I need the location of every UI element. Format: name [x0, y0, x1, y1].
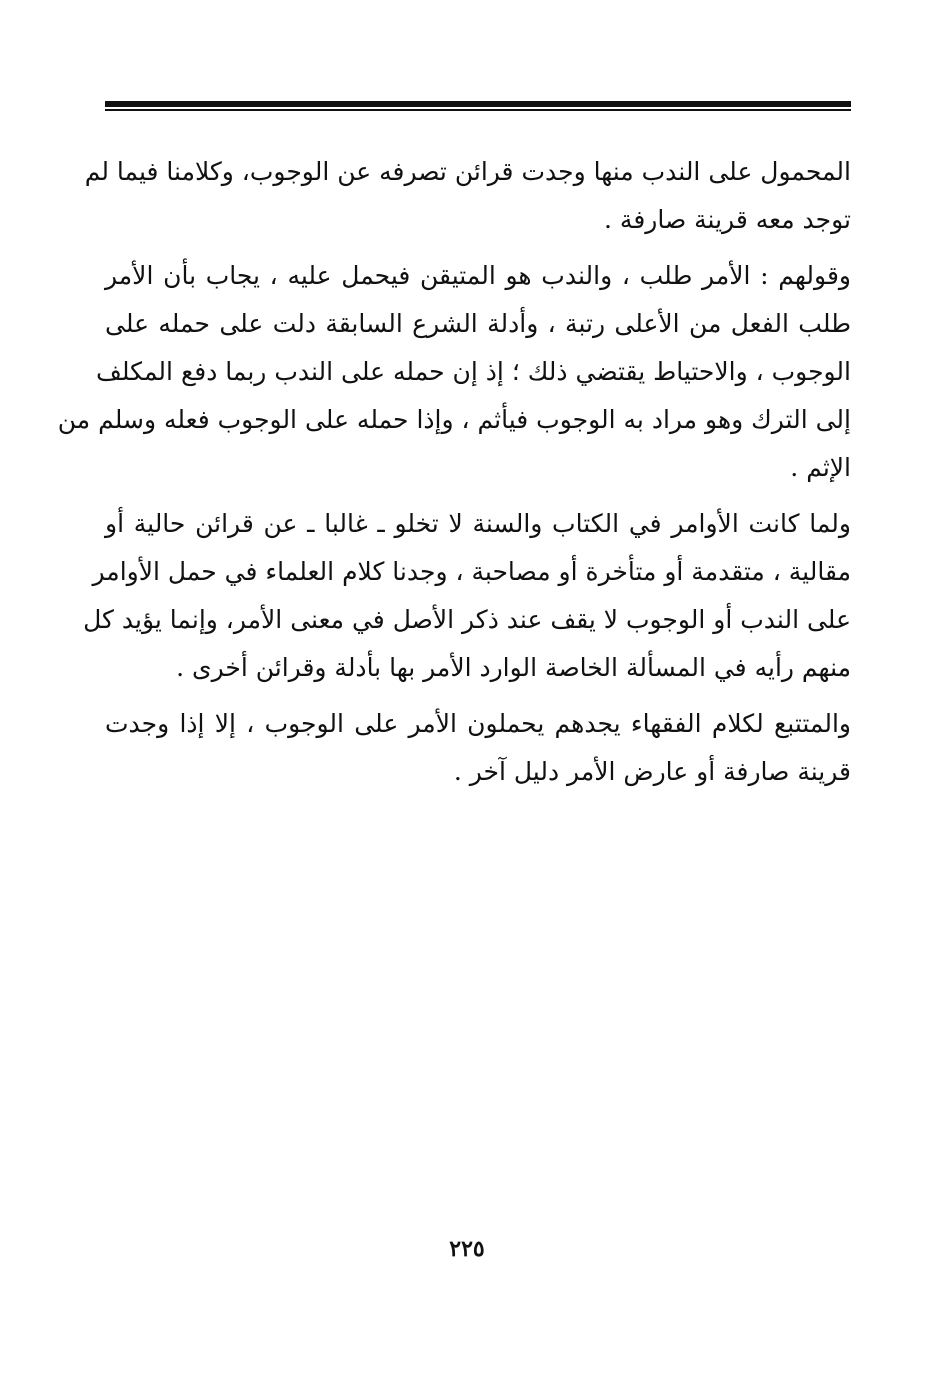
paragraph — [84, 148, 851, 244]
paragraph — [83, 500, 851, 692]
text-line: والمتتبع لكلام الفقهاء يجدهم يحملون الأمر على الوجوب ، إلا إذا وجدت — [105, 709, 851, 738]
paragraph — [57, 252, 851, 492]
text-line: الوجوب ، والاحتياط يقتضي ذلك ؛ إذ إن حمله على الندب ربما دفع المكلف — [96, 357, 851, 386]
text-line: الإثم . — [790, 453, 851, 482]
paragraph — [105, 700, 851, 796]
text-line: طلب الفعل من الأعلى رتبة ، وأدلة الشرع السابقة دلت على حمله على — [105, 309, 851, 338]
text-line: ولما كانت الأوامر في الكتاب والسنة لا تخلو ـ غالبا ـ عن قرائن حالية أو — [105, 509, 851, 538]
text-line: على الندب أو الوجوب لا يقف عند ذكر الأصل في معنى الأمر، وإنما يؤيد كل — [83, 605, 851, 634]
text-line: توجد معه قرينة صارفة . — [604, 205, 851, 234]
text-line: وقولهم : الأمر طلب ، والندب هو المتيقن فيحمل عليه ، يجاب بأن الأمر — [105, 261, 851, 290]
text-line: مقالية ، متقدمة أو متأخرة أو مصاحبة ، وجدنا كلام العلماء في حمل الأوامر — [92, 557, 851, 586]
main-text — [57, 148, 851, 796]
text-line: منهم رأيه في المسألة الخاصة الوارد الأمر بها بأدلة وقرائن أخرى . — [176, 653, 851, 682]
text-line: إلى الترك وهو مراد به الوجوب فيأثم ، وإذا حمله على الوجوب فعله وسلم من — [57, 405, 851, 434]
text-line: المحمول على الندب منها وجدت قرائن تصرفه عن الوجوب، وكلامنا فيما لم — [84, 157, 851, 186]
header-rule-thin — [105, 109, 851, 111]
page-number: ٢٢٥ — [449, 1236, 485, 1262]
text-line: قرينة صارفة أو عارض الأمر دليل آخر . — [453, 757, 851, 786]
header-rule-thick — [105, 101, 851, 107]
